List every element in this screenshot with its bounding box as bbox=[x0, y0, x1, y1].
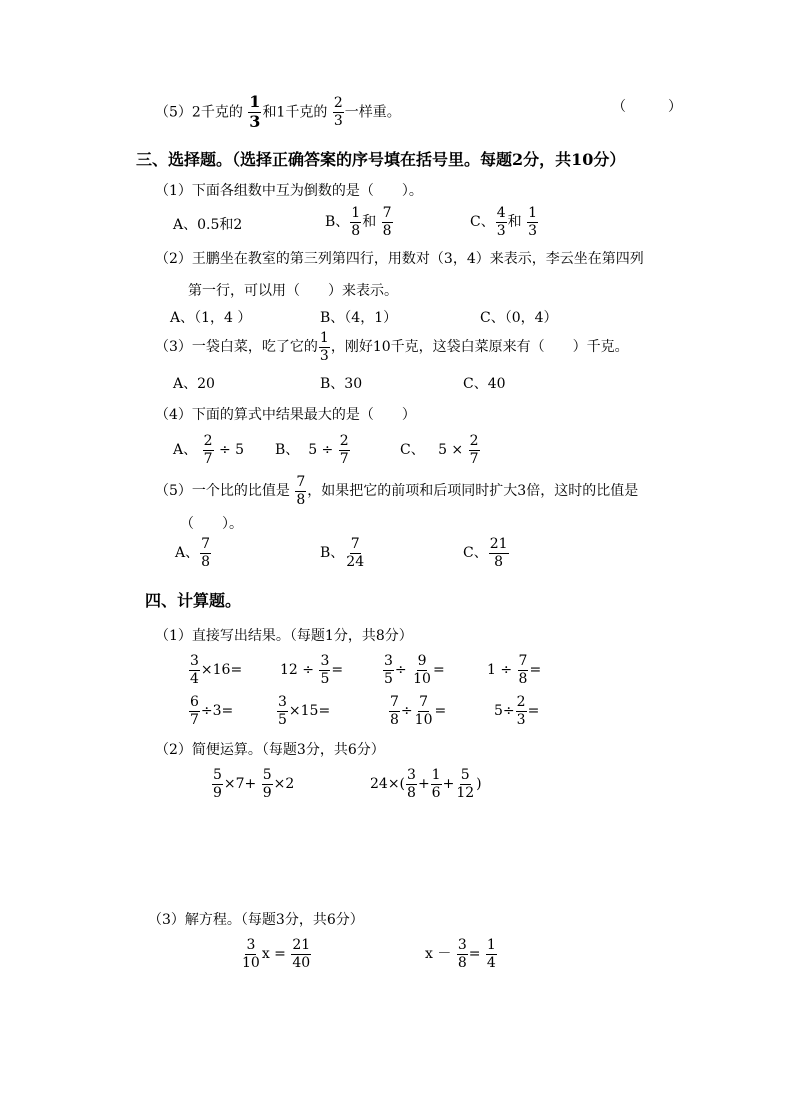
s4-p2-title: （2）简便运算。（每题3分，共6分） bbox=[155, 742, 385, 758]
fraction: $\frac{2}{3}$ bbox=[333, 95, 343, 129]
fraction: $\frac{1}{6}$ bbox=[431, 767, 441, 801]
fraction: $\frac{2}{3}$ bbox=[516, 694, 526, 728]
s3-q4-option-b[interactable]: B、 5 ÷ $\frac{2}{7}$ bbox=[275, 433, 349, 467]
s3-q5-text-1: （5）一个比的比值是 $\frac{7}{8}$ ，如果把它的前项和后项同时扩大3倍，这时的比值是 bbox=[155, 474, 639, 508]
fraction: $\frac{7}{8}$ bbox=[201, 536, 211, 570]
fraction: $\frac{5}{9}$ bbox=[262, 767, 272, 801]
s4-p1-r1c1: $\frac{3}{4}$ ×16= bbox=[190, 653, 243, 687]
fraction: $\frac{7}{8}$ bbox=[518, 653, 528, 687]
fraction: $\frac{3}{8}$ bbox=[407, 767, 416, 801]
s3-q5-option-a[interactable]: A、 $\frac{7}{8}$ bbox=[175, 536, 211, 570]
s3-q5-text-2: （ ）。 bbox=[180, 516, 243, 532]
s3-q1-text: （1）下面各组数中互为倒数的是（ ）。 bbox=[155, 183, 423, 199]
s3-q3-option-c[interactable]: C、40 bbox=[463, 376, 506, 392]
s4-p1-r1c2: 12 ÷ $\frac{3}{5}$ = bbox=[280, 653, 344, 687]
fraction: $\frac{3}{5}$ bbox=[320, 653, 330, 687]
fraction: $\frac{7}{8}$ bbox=[390, 694, 399, 728]
section-3-title: 三、选择题。（选择正确答案的序号填在括号里。每题2分，共10分） bbox=[136, 150, 626, 169]
s4-p1-r2c4: 5÷ $\frac{2}{3}$ = bbox=[494, 694, 540, 728]
fraction: $\frac{3}{5}$ bbox=[384, 653, 393, 687]
fraction: $\frac{7}{24}$ bbox=[346, 536, 365, 570]
s3-q2-text-2: 第一行，可以用（ ）来表示。 bbox=[188, 283, 398, 299]
q5-prev-text-1: 2千克的 bbox=[191, 104, 243, 121]
s3-q4-option-a[interactable]: A、 $\frac{2}{7}$ ÷ 5 bbox=[173, 433, 245, 467]
s4-p3-eq-2: x － $\frac{3}{8}$ = $\frac{1}{4}$ bbox=[425, 937, 496, 971]
s3-q1-option-b[interactable]: B、 $\frac{1}{8}$ 和 $\frac{7}{8}$ bbox=[325, 205, 392, 239]
fraction: $\frac{3}{8}$ bbox=[457, 937, 467, 971]
fraction: $\frac{1}{3}$ bbox=[249, 92, 261, 131]
fraction: $\frac{2}{7}$ bbox=[203, 433, 213, 467]
q5-prev-line bbox=[155, 94, 401, 131]
s4-p2-expr-2: 24×( $\frac{3}{8}$ + $\frac{1}{6}$ + $\frac{5}{12}$ ) bbox=[370, 767, 482, 801]
fraction: $\frac{2}{7}$ bbox=[339, 433, 349, 467]
fraction: $\frac{1}{8}$ bbox=[351, 205, 361, 239]
q5-prev-text-3: 一样重。 bbox=[344, 104, 401, 121]
fraction: $\frac{5}{12}$ bbox=[456, 767, 475, 801]
q5-prev-text-2: 和1千克的 bbox=[262, 104, 328, 121]
fraction: $\frac{2}{7}$ bbox=[469, 433, 479, 467]
s3-q3-text: （3）一袋白菜，吃了它的 $\frac{1}{3}$ ，刚好10千克，这袋白菜原来有（ ）千克。 bbox=[155, 330, 629, 364]
s4-p1-title: （1）直接写出结果。（每题1分，共8分） bbox=[155, 628, 413, 644]
fraction: $\frac{7}{10}$ bbox=[414, 694, 433, 728]
fraction: $\frac{1}{3}$ bbox=[319, 330, 329, 364]
s3-q2-option-b[interactable]: B、（4，1） bbox=[320, 310, 398, 326]
q5-prev-answer-paren[interactable]: （ ） bbox=[612, 99, 682, 115]
s3-q5-option-c[interactable]: C、 $\frac{21}{8}$ bbox=[463, 536, 508, 570]
fraction: $\frac{6}{7}$ bbox=[190, 694, 199, 728]
q5-prev-num: （5） bbox=[155, 104, 192, 121]
s3-q4-option-c[interactable]: C、 5 × $\frac{2}{7}$ bbox=[400, 433, 479, 467]
fraction: $\frac{3}{4}$ bbox=[190, 653, 199, 687]
s3-q3-option-a[interactable]: A、20 bbox=[173, 376, 215, 392]
s4-p1-r2c2: $\frac{3}{5}$ ×15= bbox=[278, 694, 331, 728]
s4-p1-r2c1: $\frac{6}{7}$ ÷3= bbox=[190, 694, 234, 728]
s3-q1-option-c[interactable]: C、 $\frac{4}{3}$ 和 $\frac{1}{3}$ bbox=[470, 205, 538, 239]
s3-q3-option-b[interactable]: B、30 bbox=[320, 376, 363, 392]
s3-q5-option-b[interactable]: B、 $\frac{7}{24}$ bbox=[320, 536, 365, 570]
s3-q2-option-a[interactable]: A、（1，4 ） bbox=[170, 310, 252, 326]
s3-q1-option-a[interactable]: A、0.5和2 bbox=[173, 217, 243, 233]
s4-p2-expr-1: $\frac{5}{9}$ ×7+ $\frac{5}{9}$ ×2 bbox=[213, 767, 295, 801]
s3-q2-option-c[interactable]: C、（0，4） bbox=[480, 310, 558, 326]
fraction: $\frac{1}{3}$ bbox=[528, 205, 538, 239]
fraction: $\frac{21}{40}$ bbox=[292, 937, 311, 971]
fraction: $\frac{3}{10}$ bbox=[242, 937, 260, 971]
fraction: $\frac{4}{3}$ bbox=[496, 205, 506, 239]
fraction: $\frac{3}{5}$ bbox=[278, 694, 287, 728]
s4-p1-r2c3: $\frac{7}{8}$ ÷ $\frac{7}{10}$ = bbox=[390, 694, 447, 728]
fraction: $\frac{1}{4}$ bbox=[486, 937, 496, 971]
fraction: $\frac{9}{10}$ bbox=[413, 653, 431, 687]
s4-p3-title: （3）解方程。（每题3分，共6分） bbox=[148, 912, 364, 928]
s3-q2-text-1: （2）王鹏坐在教室的第三列第四行，用数对（3，4）来表示，李云坐在第四列 bbox=[155, 251, 644, 267]
s4-p1-r1c4: 1 ÷ $\frac{7}{8}$ = bbox=[487, 653, 542, 687]
s4-p3-eq-1: $\frac{3}{10}$ x = $\frac{21}{40}$ bbox=[242, 937, 311, 971]
fraction: $\frac{7}{8}$ bbox=[296, 474, 306, 508]
s3-q4-text: （4）下面的算式中结果最大的是（ ） bbox=[155, 407, 416, 423]
fraction: $\frac{21}{8}$ bbox=[489, 536, 508, 570]
fraction: $\frac{7}{8}$ bbox=[382, 205, 392, 239]
s4-p1-r1c3: $\frac{3}{5}$ ÷ $\frac{9}{10}$ = bbox=[384, 653, 445, 687]
fraction: $\frac{5}{9}$ bbox=[213, 767, 222, 801]
section-4-title: 四、计算题。 bbox=[145, 591, 242, 610]
